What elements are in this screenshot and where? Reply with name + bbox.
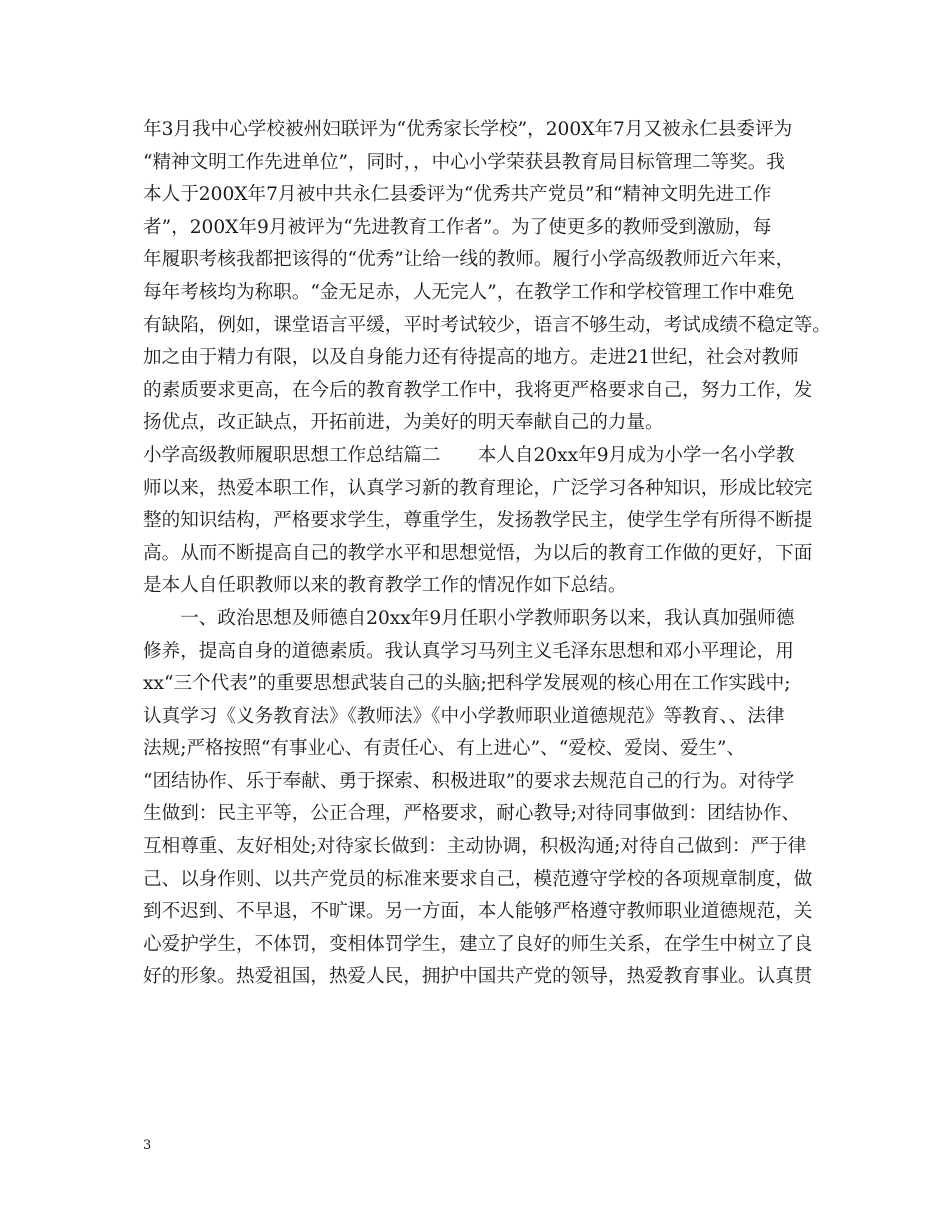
- text-line: 己、以身作则、以共产党员的标准来要求自己，模范遵守学校的各项规章制度，做: [143, 868, 813, 890]
- text-line: 年3月我中心学校被州妇联评为“优秀家长学校”，200X年7月又被永仁县委评为: [143, 119, 793, 140]
- page-number: 3: [143, 1138, 152, 1153]
- text-line: 一、政治思想及师德自20xx年9月任职小学教师职务以来，我认真加强师德: [143, 607, 795, 629]
- text-line: 互相尊重、友好相处;对待家长做到：主动协调，积极沟通;对待自己做到：严于律: [143, 836, 807, 858]
- text-line: 小学高级教师履职思想工作总结篇二 本人自20xx年9月成为小学一名小学教: [143, 444, 795, 466]
- text-line: 是本人自任职教师以来的教育教学工作的情况作如下总结。: [143, 575, 627, 597]
- text-line: “精神文明工作先进单位”，同时，，中心小学荣获县教育局目标管理二等奖。我: [143, 151, 785, 173]
- text-line: 到不迟到、不早退，不旷课。另一方面，本人能够严格遵守教师职业道德规范，关: [143, 901, 813, 923]
- text-line: 年履职考核我都把该得的“优秀”让给一线的教师。履行小学高级教师近六年来，: [143, 249, 795, 271]
- text-line: 有缺陷，例如，课堂语言平缓，平时考试较少，语言不够生动，考试成绩不稳定等。: [143, 314, 831, 336]
- text-line: 的素质要求更高，在今后的教育教学工作中，我将更严格要求自己，努力工作，发: [143, 379, 813, 401]
- text-line: 修养，提高自身的道德素质。我认真学习马列主义毛泽东思想和邓小平理论，用: [143, 640, 794, 662]
- text-line: 法规;严格按照“有事业心、有责任心、有上进心”、“爱校、爱岗、爱生”、: [143, 738, 746, 760]
- text-line: 高。从而不断提高自己的教学水平和思想觉悟，为以后的教育工作做的更好，下面: [143, 542, 813, 564]
- text-line: 好的形象。热爱祖国，热爱人民，拥护中国共产党的领导，热爱教育事业。认真贯: [143, 966, 813, 988]
- text-line: “团结协作、乐于奉献、勇于探索、积极进取”的要求去规范自己的行为。对待学: [143, 770, 795, 792]
- text-line: xx“三个代表”的重要思想武装自己的头脑;把科学发展观的核心用在工作实践中;: [143, 673, 791, 695]
- text-line: 者”，200X年9月被评为“先进教育工作者”。为了使更多的教师受到激励，每: [143, 216, 772, 238]
- text-line: 加之由于精力有限，以及自身能力还有待提高的地方。走进21世纪，社会对教师: [143, 347, 799, 369]
- text-line: 认真学习《义务教育法》《教师法》《中小学教师职业道德规范》等教育、、法律: [143, 705, 785, 727]
- body-text: [143, 114, 843, 994]
- text-line: 心爱护学生，不体罚，变相体罚学生，建立了良好的师生关系，在学生中树立了良: [143, 933, 813, 955]
- text-line: 师以来，热爱本职工作，认真学习新的教育理论，广泛学习各种知识，形成比较完: [143, 477, 813, 499]
- text-line: 整的知识结构，严格要求学生，尊重学生，发扬教学民主，使学生学有所得不断提: [143, 510, 813, 532]
- text-line: 每年考核均为称职。“金无足赤，人无完人”，在教学工作和学校管理工作中难免: [143, 281, 795, 303]
- text-line: 扬优点，改正缺点，开拓前进，为美好的明天奉献自己的力量。: [143, 412, 664, 434]
- text-line: 本人于200X年7月被中共永仁县委评为“优秀共产党员”和“精神文明先进工作: [143, 184, 772, 206]
- text-line: 生做到：民主平等，公正合理，严格要求，耐心教导;对待同事做到：团结协作、: [143, 803, 801, 825]
